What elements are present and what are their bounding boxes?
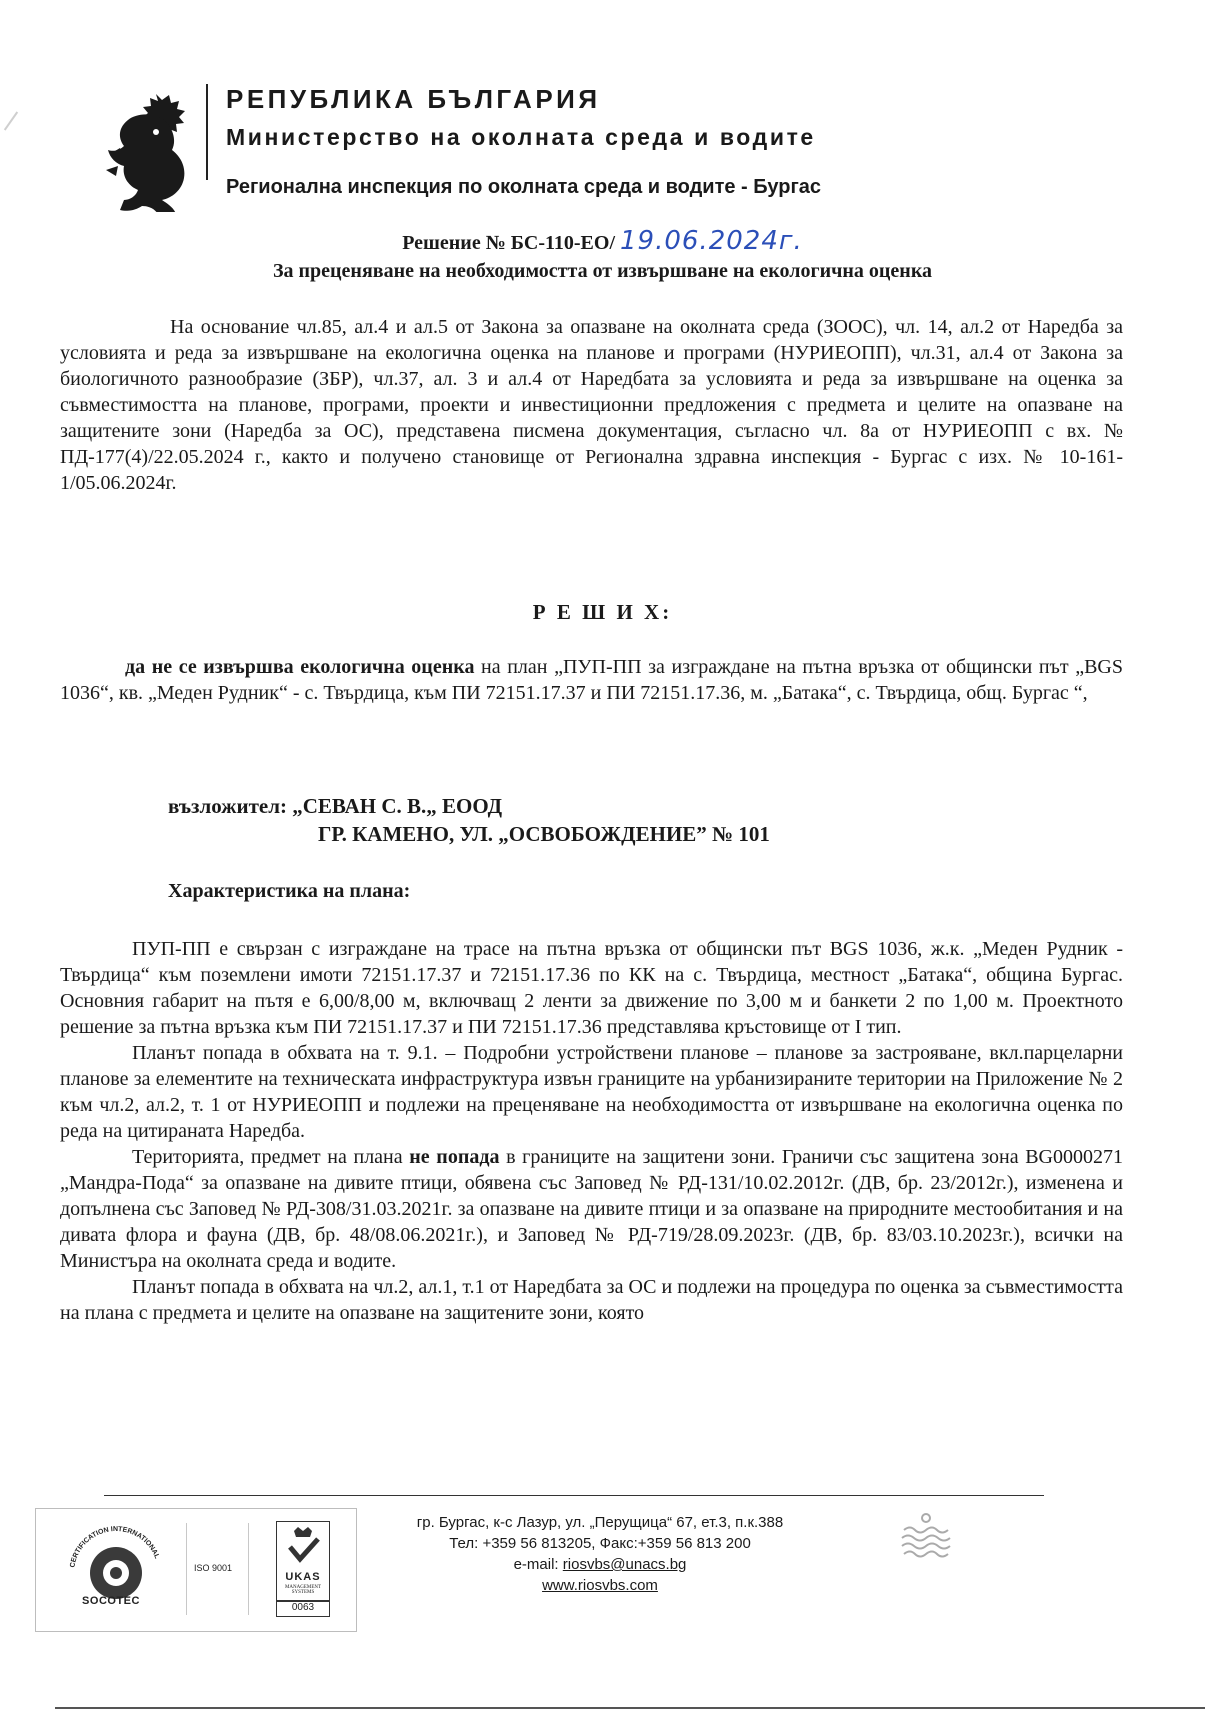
svg-text:CERTIFICATION INTERNATIONAL: CERTIFICATION INTERNATIONAL [69, 1525, 161, 1569]
logo-divider [248, 1523, 249, 1615]
wave-emblem-icon [898, 1510, 954, 1566]
characteristics-paragraph: Територията, предмет на плана не попада в границите на защитени зони. Граничи със защитена зона BG0000271 „Мандра-Пода“ за опазване на дивите птици, обявена със Заповед № РД-131/10.02.2012г. (ДВ, бр. 23/2012г.), изменена и допълнена със Заповед № РД-308/31.03.2021г. за опазване на дивите птици и за опазване на природните местообитания и на дивата флора и фауна (ДВ, бр. 48/08.06.2021г.), и Заповед № РД-719/28.09.2023г. (ДВ, бр. 83/03.10.2023г.), всички на Министъра на околната среда и водите. [60, 1146, 1124, 1272]
resolution-paragraph [60, 654, 1123, 706]
contractor-line: възложител: „СЕВАН С. В.„ ЕООД [168, 794, 503, 818]
footer-divider [104, 1495, 1044, 1496]
website-link[interactable]: www.riosvbs.com [542, 1577, 658, 1594]
country-title: РЕПУБЛИКА БЪЛГАРИЯ [226, 84, 601, 114]
decision-number: Решение № БС-110-ЕО/ [402, 232, 615, 254]
characteristics-body [60, 936, 1123, 1326]
header-divider [206, 84, 208, 180]
intro-paragraph [60, 314, 1123, 496]
handwritten-date: 19.06.2024г. [620, 226, 803, 256]
resolution-text: на план „ПУП-ПП за изграждане на пътна връзка от общински път „BGS 1036“, кв. „Меден Рудник“ - с. Твърдица, към ПИ 72151.17.37 и ПИ 72151.17.36, м. „Батака“, с. Твърдица, общ. Бургас “, [60, 656, 1123, 704]
inspectorate-title: Регионална инспекция по околната среда и водите - Бургас [226, 176, 822, 198]
ukas-text: UKAS [285, 1571, 321, 1583]
intro-text: На основание чл.85, ал.4 и ал.5 от Закона за опазване на околната среда (ЗООС), чл. 14, ал.2 от Наредба за условията и реда за извършване на екологична оценка на планове и програми (НУРИЕОПП), чл.31, ал.4 от Закона за биологичното разнообразие (ЗБР), чл.37, ал. 3 и ал.4 от Наредбата за условията и реда за извършване на оценка за съвместимостта на планове, програми, проекти и инвестиционни предложения с предмета и целите на опазване на защитените зони (Наредба за ОС), представена писмена документация, съгласно чл. 8а от НУРИЕОПП с вх. № ПД-177(4)/22.05.2024 г., както и получено становище от Регионална здравна инспекция - Бургас с изх. № 10-161-1/05.06.2024г. [60, 316, 1123, 494]
not-in-zone-bold: не попада [409, 1146, 500, 1168]
contractor-address: ГР. КАМЕНО, УЛ. „ОСВОБОЖДЕНИЕ” № 101 [318, 822, 770, 846]
ukas-number: 0063 [291, 1602, 315, 1613]
footer-contacts [350, 1512, 850, 1596]
crown-check-icon [284, 1525, 322, 1569]
logo-divider [186, 1523, 187, 1615]
characteristics-heading: Характеристика на плана: [168, 880, 411, 902]
ukas-logo [276, 1521, 330, 1621]
socotec-name: SOCOTEC [82, 1595, 140, 1607]
iso-label: ISO 9001 [194, 1563, 233, 1573]
resolved-heading: Р Е Ш И Х: [532, 600, 673, 624]
email-link[interactable]: riosvbs@unacs.bg [562, 1556, 687, 1573]
scan-edge-mark [4, 111, 18, 130]
resolution-bold: да не се извършва екологична оценка [125, 656, 475, 678]
ukas-sub: MANAGEMENT SYSTEMS [284, 1585, 322, 1595]
decision-subtitle: За преценяване на необходимостта от извършване на екологична оценка [272, 260, 933, 282]
footer-address: гр. Бургас, к-с Лазур, ул. „Перущица“ 67, ет.3, п.к.388 [416, 1514, 784, 1531]
letterhead [98, 84, 1098, 224]
footer-email-line: e-mail: riosvbs@unacs.bg [513, 1556, 687, 1573]
page-bottom-line [55, 1707, 1205, 1709]
ministry-title: Министерство на околната среда и водите [226, 124, 816, 150]
characteristics-paragraph: Планът попада в обхвата на т. 9.1. – Подробни устройствени планове – планове за застрояване, вкл.парцеларни планове за елементите на техническата инфраструктура извън границите на урбанизираните територии на Приложение № 2 към чл.2, ал.2, т. 1 от НУРИЕОПП и подлежи на преценяване на необходимостта от извършване на екологична оценка по реда на цитираната Наредба. [60, 1042, 1123, 1142]
certification-logos [35, 1508, 357, 1632]
characteristics-paragraph: ПУП-ПП е свързан с изграждане на трасе на пътна връзка от общински път BGS 1036, ж.к. „Меден Рудник - Твърдица“ към поземлени имоти 72151.17.37 и 72151.17.36 по КК на с. Твърдица, местност „Батака“, община Бургас. Основния габарит на пътя е 6,00/8,00 м, включващ 2 ленти за движение по 3,00 м и банкети 2 по 1,00 м. Проектното решение за пътна връзка към ПИ 72151.17.37 и ПИ 72151.17.36 представлява кръстовище от I тип. [60, 938, 1123, 1038]
decision-number-line [0, 226, 1205, 256]
lion-coat-of-arms-icon [98, 90, 198, 212]
footer-phones: Тел: +359 56 813205, Факс:+359 56 813 200 [449, 1535, 751, 1552]
characteristics-paragraph: Планът попада в обхвата на чл.2, ал.1, т.1 от Наредбата за ОС и подлежи на процедура по оценка за съвместимостта на плана с предмета и целите на опазване на защитените зони, която [60, 1276, 1123, 1324]
